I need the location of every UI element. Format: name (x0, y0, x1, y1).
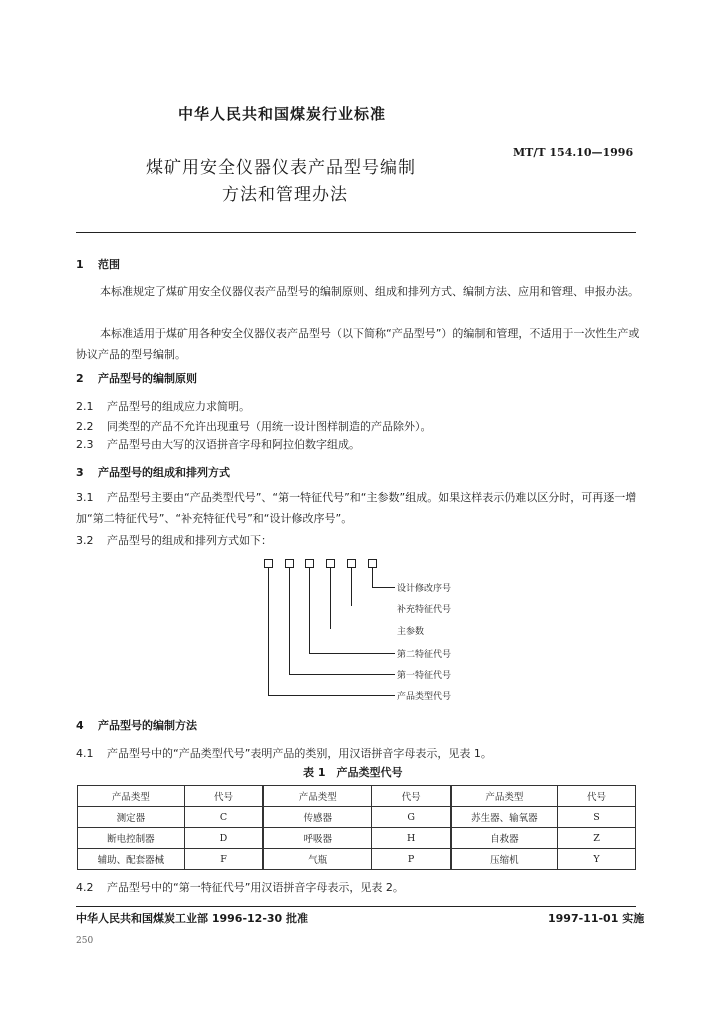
table-cell: 压缩机 (451, 849, 558, 870)
section-title: 产品型号的编制原则 (98, 372, 197, 385)
clause-2-3 (76, 436, 360, 452)
clause-number: 2.2 (76, 420, 94, 433)
clause-3-1 (76, 487, 642, 529)
label-supplementary-feature: 补充特征代号 (397, 605, 452, 615)
section-3-heading (76, 464, 230, 480)
clause-number: 2.1 (76, 400, 94, 413)
table-cell: 传感器 (263, 807, 372, 828)
table-cell: 断电控制器 (78, 828, 185, 849)
clause-4-1 (76, 745, 492, 761)
table-cell: 测定器 (78, 807, 185, 828)
column-header: 产品类型 (451, 786, 558, 807)
table-cell: 苏生器、输氧器 (451, 807, 558, 828)
clause-2-2 (76, 418, 432, 434)
table-row (78, 828, 636, 849)
table-cell: 自救器 (451, 828, 558, 849)
section-number: 1 (76, 258, 84, 271)
page-number: 250 (76, 936, 94, 946)
standard-code: MT/T 154.10—1996 (513, 146, 634, 159)
section-1-paragraph-1: 本标准规定了煤矿用安全仪器仪表产品型号的编制原则、组成和排列方式、编制方法、应用和管理、申报办法。 (100, 285, 639, 298)
label-first-feature: 第一特征代号 (397, 671, 452, 681)
connector-line (372, 568, 373, 587)
table-cell: F (184, 849, 263, 870)
placeholder-box-product-type (264, 559, 273, 568)
implementation-date: 1997-11-01 实施 (548, 912, 645, 925)
header-divider (76, 232, 636, 233)
connector-line (268, 695, 395, 696)
section-number: 3 (76, 466, 84, 479)
clause-text: 同类型的产品不允许出现重号（用统一设计图样制造的产品除外）。 (107, 420, 432, 433)
connector-line (289, 674, 395, 675)
section-number: 2 (76, 372, 84, 385)
table-header-row (78, 786, 636, 807)
table-cell: G (372, 807, 451, 828)
clause-text: 产品型号的组成应力求简明。 (107, 400, 250, 413)
table-row (78, 807, 636, 828)
column-header: 代号 (372, 786, 451, 807)
label-second-feature: 第二特征代号 (397, 650, 452, 660)
table-cell: C (184, 807, 263, 828)
clause-number: 4.1 (76, 747, 94, 760)
table-cell: D (184, 828, 263, 849)
table-cell: Y (558, 849, 636, 870)
connector-line (289, 568, 290, 674)
connector-line (372, 587, 395, 588)
connector-line (330, 568, 331, 629)
placeholder-box-design-revision (368, 559, 377, 568)
connector-line (309, 653, 395, 654)
label-main-parameter: 主参数 (397, 627, 425, 637)
placeholder-box-second-feature (305, 559, 314, 568)
clause-2-1 (76, 398, 250, 414)
approval-info: 中华人民共和国煤炭工业部 1996-12-30 批准 (76, 912, 309, 925)
table-1-caption: 表 1 产品类型代号 (303, 766, 403, 779)
clause-4-2 (76, 879, 404, 895)
table-cell: H (372, 828, 451, 849)
section-number: 4 (76, 719, 84, 732)
table-cell: P (372, 849, 451, 870)
clause-text: 产品型号中的“产品类型代号”表明产品的类别，用汉语拼音字母表示，见表 1。 (107, 747, 492, 760)
table-cell: Z (558, 828, 636, 849)
clause-number: 4.2 (76, 881, 94, 894)
column-header: 产品类型 (78, 786, 185, 807)
connector-line (309, 568, 310, 653)
product-type-code-table (77, 785, 636, 870)
industry-standard-heading: 中华人民共和国煤炭行业标准 (178, 105, 387, 123)
footer-divider (76, 906, 636, 907)
placeholder-box-main-parameter (326, 559, 335, 568)
table-cell: S (558, 807, 636, 828)
clause-number: 2.3 (76, 438, 94, 451)
document-title-line2: 方法和管理办法 (222, 185, 348, 205)
label-design-revision: 设计修改序号 (397, 584, 452, 594)
clause-text: 产品型号由大写的汉语拼音字母和阿拉伯数字组成。 (107, 438, 360, 451)
placeholder-box-supplementary-feature (347, 559, 356, 568)
placeholder-box-first-feature (285, 559, 294, 568)
section-1-heading (76, 256, 120, 272)
clause-number: 3.2 (76, 534, 94, 547)
label-product-type: 产品类型代号 (397, 692, 452, 702)
table-row (78, 849, 636, 870)
connector-line (268, 568, 269, 695)
section-1-paragraph-2: 本标准适用于煤矿用各种安全仪器仪表产品型号（以下简称“产品型号”）的编制和管理，不适用于一次性生产或协议产品的型号编制。 (76, 327, 640, 361)
clause-3-2 (76, 532, 272, 548)
table-cell: 辅助、配套器械 (78, 849, 185, 870)
table-cell: 气瓶 (263, 849, 372, 870)
connector-line (351, 568, 352, 606)
section-2-heading (76, 370, 197, 386)
section-4-heading (76, 717, 197, 733)
clause-text: 产品型号主要由“产品类型代号”、“第一特征代号”和“主参数”组成。如果这样表示仍难以区分时，可再逐一增加“第二特征代号”、“补充特征代号”和“设计修改序号”。 (76, 491, 637, 525)
column-header: 代号 (184, 786, 263, 807)
section-title: 产品型号的编制方法 (98, 719, 197, 732)
column-header: 产品类型 (263, 786, 372, 807)
clause-number: 3.1 (76, 491, 94, 504)
column-header: 代号 (558, 786, 636, 807)
section-title: 范围 (98, 258, 120, 271)
clause-text: 产品型号中的“第一特征代号”用汉语拼音字母表示，见表 2。 (107, 881, 404, 894)
table-cell: 呼吸器 (263, 828, 372, 849)
clause-text: 产品型号的组成和排列方式如下： (107, 534, 272, 547)
document-title-line1: 煤矿用安全仪器仪表产品型号编制 (146, 158, 416, 178)
section-title: 产品型号的组成和排列方式 (98, 466, 230, 479)
